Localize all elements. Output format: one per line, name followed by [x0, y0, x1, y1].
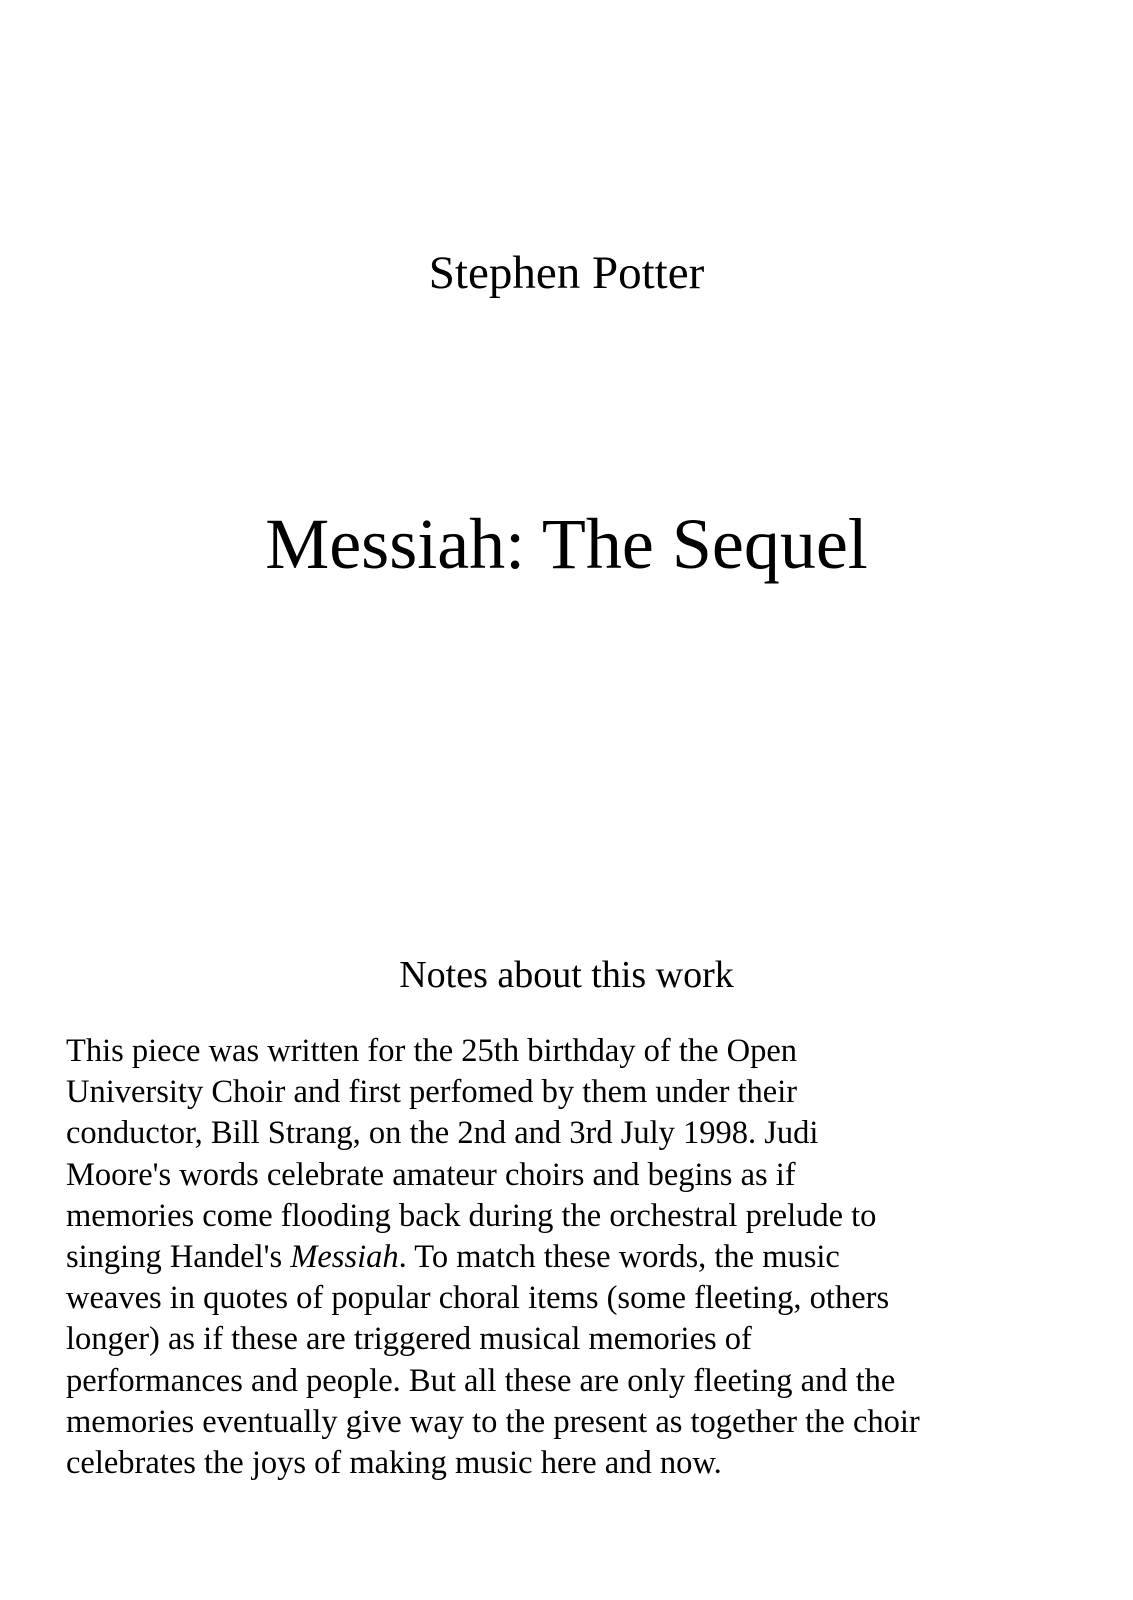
notes-line: longer) as if these are triggered musical memories of [66, 1321, 752, 1358]
work-reference-italic: Messiah [290, 1239, 399, 1276]
author-name: Stephen Potter [428, 247, 705, 299]
work-title: Messiah: The Sequel [265, 504, 868, 584]
notes-line [66, 1237, 1076, 1278]
notes-line: performances and people. But all these are only fleeting and the [66, 1362, 896, 1399]
notes-line: Moore's words celebrate amateur choirs and begins as if [66, 1156, 796, 1193]
notes-line: celebrates the joys of making music here and now. [66, 1445, 722, 1482]
notes-line: conductor, Bill Strang, on the 2nd and 3rd July 1998. Judi [66, 1115, 819, 1152]
notes-line: memories come flooding back during the orchestral prelude to [66, 1197, 877, 1234]
notes-text: singing Handel's [66, 1239, 291, 1276]
notes-line: This piece was written for the 25th birthday of the Open [66, 1033, 798, 1069]
notes-body [66, 1031, 1076, 1484]
notes-line: weaves in quotes of popular choral items (some fleeting, others [66, 1280, 890, 1317]
notes-line: University Choir and first perfomed by them under their [66, 1074, 798, 1111]
notes-text: . To match these words, the music [398, 1239, 840, 1276]
notes-heading: Notes about this work [399, 954, 734, 996]
notes-line: memories eventually give way to the present as together the choir [66, 1403, 920, 1440]
